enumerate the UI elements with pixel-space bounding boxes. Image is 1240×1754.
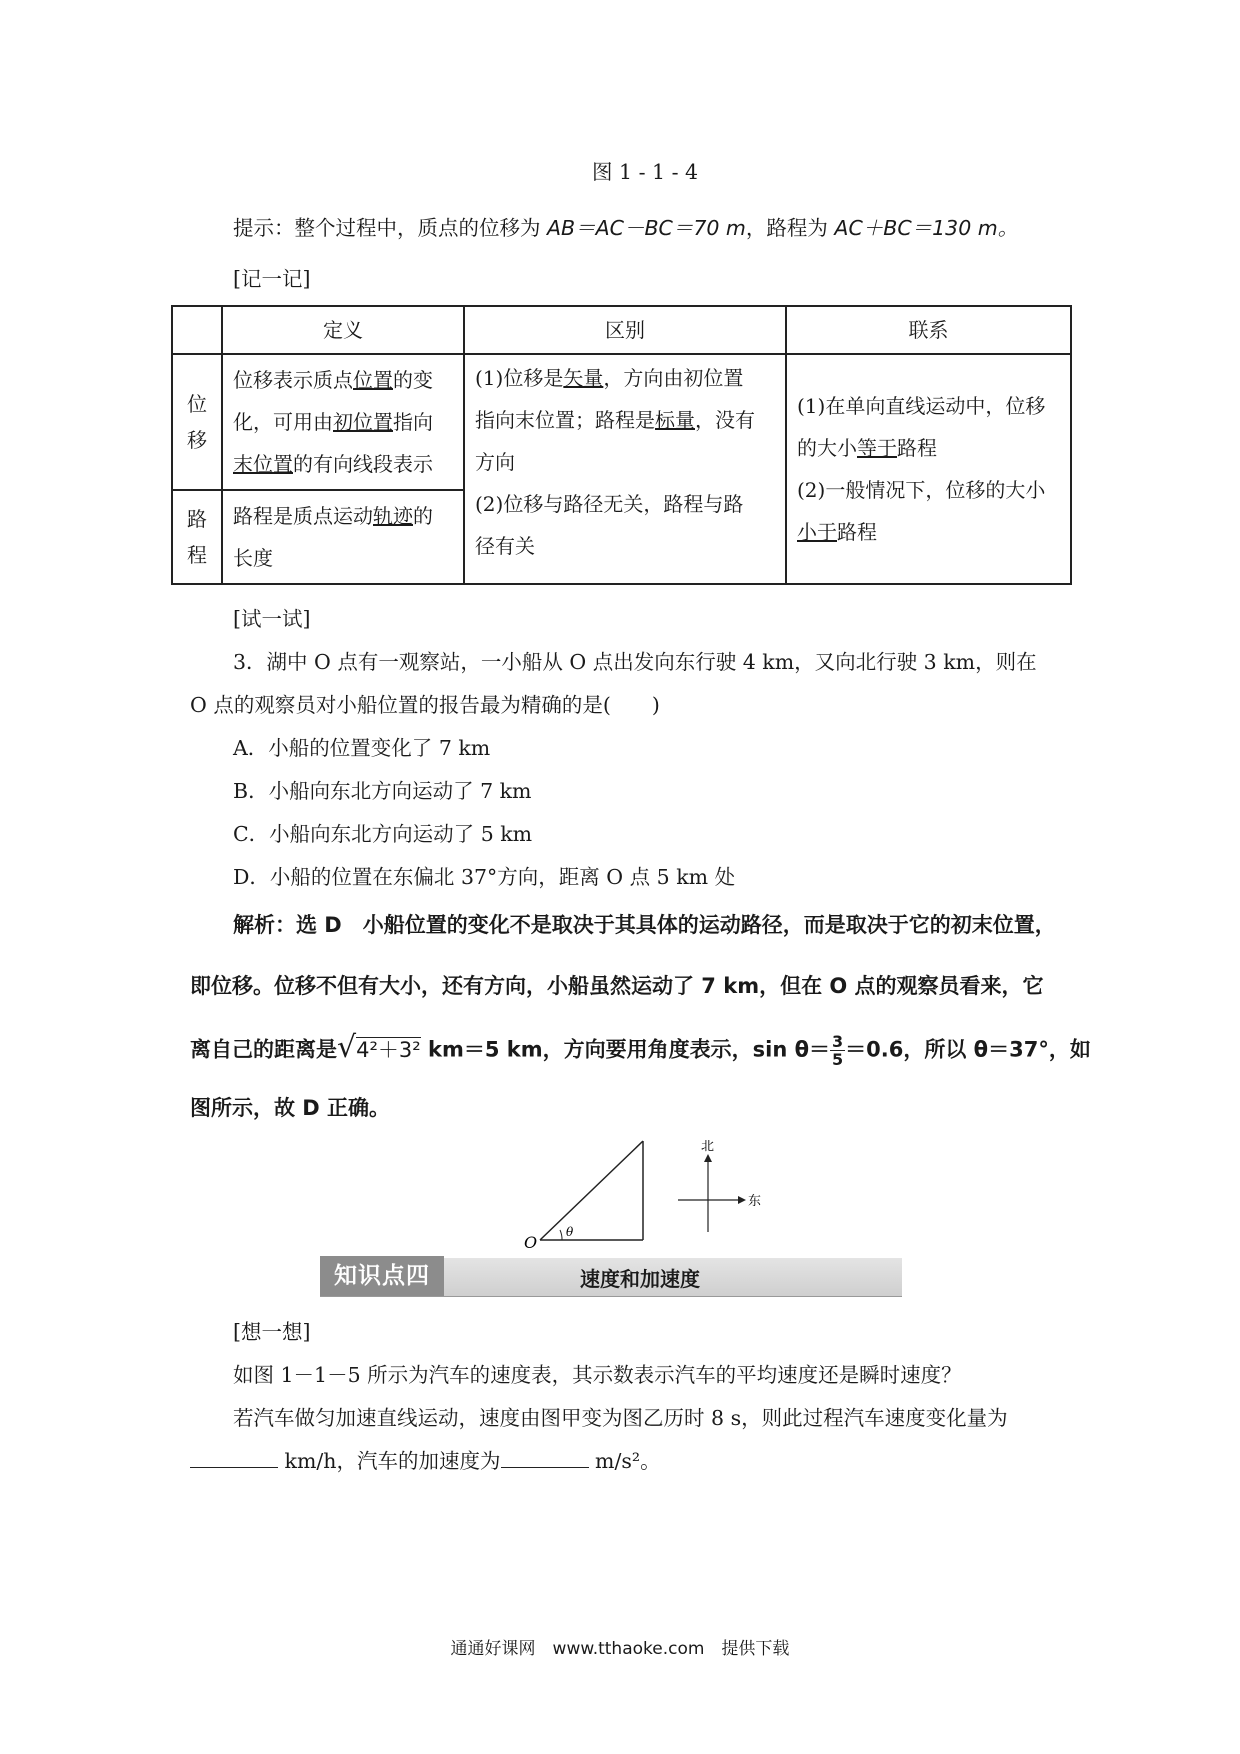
think-line-2: 若汽车做匀加速直线运动，速度由图甲变为图乙历时 8 s，则此过程汽车速度变化量为: [233, 1406, 1008, 1430]
row-label-displacement: 位 移: [172, 354, 222, 490]
blank-speed-change: [190, 1447, 278, 1468]
east-label: 东: [748, 1194, 762, 1209]
definition-path: 路程是质点运动轨迹的 长度: [222, 490, 464, 584]
north-arrow-icon: [704, 1154, 712, 1162]
table-header-definition: 定义: [222, 306, 464, 354]
page-footer: 通通好课网 www.tthaoke.com 提供下载: [450, 1639, 790, 1659]
fraction: $\frac{3}{5}$: [832, 1032, 844, 1069]
difference-cell: (1)位移是矢量，方向由初位置 指向末位置；路程是标量，没有 方向 (2)位移与路径无关，路程与路 径有关: [464, 354, 786, 584]
table-header-relation: 联系: [786, 306, 1071, 354]
north-label: 北: [701, 1140, 715, 1154]
hint-text: [233, 214, 1018, 242]
option-a: A．小船的位置变化了 7 km: [233, 736, 491, 760]
blank-acceleration: [501, 1447, 589, 1468]
table-corner-cell: [172, 306, 222, 354]
table-row: [172, 354, 1071, 490]
hint-expr-displacement: AB＝AC－BC＝70 m: [547, 216, 746, 240]
angle-label: θ: [566, 1225, 574, 1239]
section-think: [想一想]: [233, 1320, 311, 1344]
figure-caption: 图 1 - 1 - 4: [592, 160, 699, 184]
comparison-table: [171, 305, 1072, 585]
section-banner-tag: 知识点四: [320, 1256, 444, 1296]
analysis-line-2: 即位移。位移不但有大小，还有方向，小船虽然运动了 7 km，但在 O 点的观察员看来，它: [190, 974, 1044, 998]
hint-prefix: 提示：整个过程中，质点的位移为: [233, 216, 548, 240]
section-try: [试一试]: [233, 607, 311, 631]
question-line-1: 3．湖中 O 点有一观察站，一小船从 O 点出发向东行驶 4 km，又向北行驶 3 km，则在: [233, 650, 1037, 674]
east-arrow-icon: [738, 1196, 746, 1204]
sqrt-expression: √4²＋3²: [337, 1029, 421, 1065]
analysis-line-1: 解析：选 D 小船位置的变化不是取决于其具体的运动路径，而是取决于它的初末位置，: [233, 913, 1056, 937]
table-header-difference: 区别: [464, 306, 786, 354]
section-remember: [记一记]: [233, 267, 311, 291]
question-line-2: O 点的观察员对小船位置的报告最为精确的是( ): [190, 693, 660, 717]
row-label-path: 路 程: [172, 490, 222, 584]
option-b: B．小船向东北方向运动了 7 km: [233, 779, 532, 803]
table-header-row: [172, 306, 1071, 354]
hypotenuse-line: [540, 1141, 643, 1240]
relation-cell: (1)在单向直线运动中，位移 的大小等于路程 (2)一般情况下，位移的大小 小于路程: [786, 354, 1071, 584]
analysis-line-4: 图所示，故 D 正确。: [190, 1096, 391, 1120]
option-c: C．小船向东北方向运动了 5 km: [233, 822, 533, 846]
hint-middle: ，路程为: [745, 216, 835, 240]
analysis-line-3: 离自己的距离是√4²＋3² km＝5 km，方向要用角度表示，sin θ＝ $\frac{3}{5}$ ＝0.6，所以 θ＝37°，如: [190, 1029, 1091, 1069]
origin-label: O: [524, 1233, 538, 1250]
section-banner-title: 速度和加速度: [580, 1267, 700, 1291]
option-d: D．小船的位置在东偏北 37°方向，距离 O 点 5 km 处: [233, 865, 736, 889]
displacement-diagram: [520, 1140, 780, 1250]
think-line-3: km/h，汽车的加速度为 m/s²。: [190, 1447, 661, 1475]
think-line-1: 如图 1－1－5 所示为汽车的速度表，其示数表示汽车的平均速度还是瞬时速度？: [233, 1363, 962, 1387]
hint-expr-path: AC＋BC＝130 m。: [834, 216, 1019, 240]
definition-displacement: 位移表示质点位置的变 化，可用由初位置指向 末位置的有向线段表示: [222, 354, 464, 490]
angle-arc: [560, 1230, 562, 1240]
